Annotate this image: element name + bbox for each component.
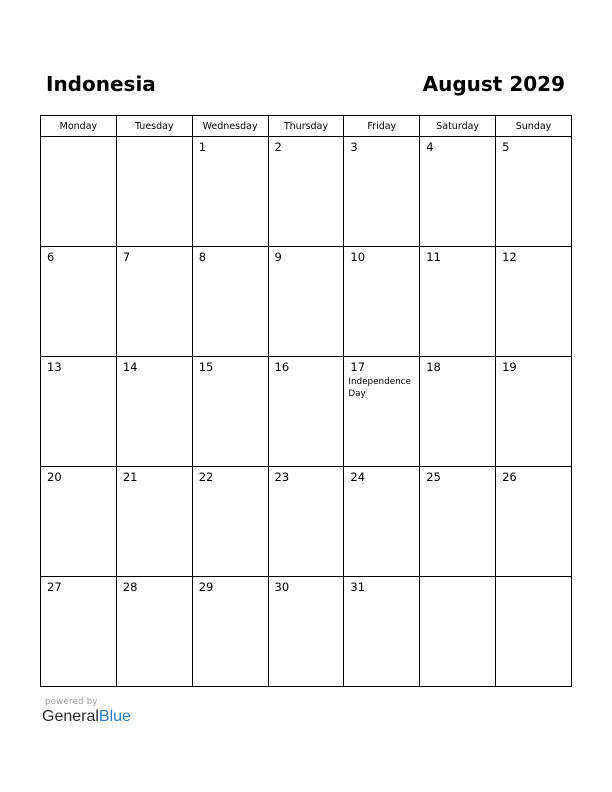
powered-by-text: powered by: [45, 697, 98, 707]
calendar-grid: [40, 115, 572, 687]
day-number: 12: [502, 250, 517, 264]
day-cell: [192, 467, 268, 577]
week-row: [41, 467, 572, 577]
day-number: 16: [274, 360, 290, 374]
day-cell: [192, 357, 268, 467]
day-cell: [420, 137, 496, 247]
day-cell: [420, 577, 496, 687]
day-number: 14: [122, 360, 138, 374]
logo-blue-text: Blue: [98, 708, 131, 725]
weekday-thursday: Thursday: [268, 116, 344, 137]
day-number: 29: [198, 580, 214, 594]
day-number: 3: [350, 140, 358, 154]
day-cell: [344, 137, 420, 247]
day-cell: [420, 247, 496, 357]
day-cell: [268, 137, 344, 247]
day-cell: [116, 137, 192, 247]
day-cell: [116, 577, 192, 687]
day-number: 13: [47, 360, 62, 374]
week-row: [41, 247, 572, 357]
weekday-monday: Monday: [41, 116, 117, 137]
generalblue-logo[interactable]: [42, 708, 131, 726]
day-cell: [496, 357, 572, 467]
weekday-wednesday: Wednesday: [192, 116, 268, 137]
day-cell: [496, 467, 572, 577]
day-number: 17: [350, 360, 366, 374]
day-number: 9: [274, 250, 282, 264]
day-number: 23: [274, 470, 290, 484]
day-cell: [268, 577, 344, 687]
day-number: [496, 577, 571, 580]
day-number: 6: [47, 250, 55, 264]
day-cell: [268, 357, 344, 467]
day-cell: [192, 137, 268, 247]
day-number: 26: [502, 470, 517, 484]
day-number: 22: [198, 470, 214, 484]
day-cell: [420, 467, 496, 577]
day-cell: [116, 357, 192, 467]
day-number: 5: [502, 140, 510, 154]
day-number: [420, 577, 495, 580]
day-cell: [496, 247, 572, 357]
day-number: 27: [47, 580, 62, 594]
day-number: 2: [274, 140, 282, 154]
day-cell: [268, 247, 344, 357]
day-cell: [41, 467, 117, 577]
day-cell: [116, 247, 192, 357]
day-number: 21: [122, 470, 138, 484]
day-number: 4: [426, 140, 434, 154]
day-number: 28: [122, 580, 138, 594]
day-number: 1: [198, 140, 207, 154]
day-cell: [192, 577, 268, 687]
day-cell: [192, 247, 268, 357]
logo-general-text: General: [42, 708, 99, 725]
day-cell: [116, 467, 192, 577]
day-number: 15: [198, 360, 214, 374]
day-number: 24: [350, 470, 366, 484]
country-title: Indonesia: [46, 72, 156, 96]
day-cell: [344, 577, 420, 687]
day-number: 31: [350, 580, 366, 594]
day-cell: [420, 357, 496, 467]
week-row: [41, 137, 572, 247]
day-cell: [268, 467, 344, 577]
day-cell: [344, 467, 420, 577]
day-number: 10: [350, 250, 366, 264]
weekday-tuesday: Tuesday: [116, 116, 192, 137]
holiday-label: Independence Day: [348, 377, 411, 399]
day-number: [41, 137, 116, 140]
day-number: 7: [122, 250, 131, 264]
day-number: 19: [502, 360, 517, 374]
day-cell: [41, 247, 117, 357]
day-cell: [41, 137, 117, 247]
day-cell: [41, 357, 117, 467]
weekday-saturday: Saturday: [420, 116, 496, 137]
day-number: 30: [274, 580, 290, 594]
week-row: [41, 357, 572, 467]
day-number: 8: [198, 250, 207, 264]
week-row: [41, 577, 572, 687]
weekday-friday: Friday: [344, 116, 420, 137]
weekday-header-row: [41, 116, 572, 137]
day-number: 20: [47, 470, 62, 484]
month-year-title: August 2029: [422, 72, 565, 96]
day-number: 11: [426, 250, 441, 264]
weekday-sunday: Sunday: [496, 116, 572, 137]
day-number: 18: [426, 360, 441, 374]
day-cell: [344, 247, 420, 357]
day-number: 25: [426, 470, 441, 484]
day-number: [117, 137, 192, 140]
day-cell: [496, 577, 572, 687]
day-cell: [41, 577, 117, 687]
day-cell-holiday: [344, 357, 420, 467]
day-cell: [496, 137, 572, 247]
